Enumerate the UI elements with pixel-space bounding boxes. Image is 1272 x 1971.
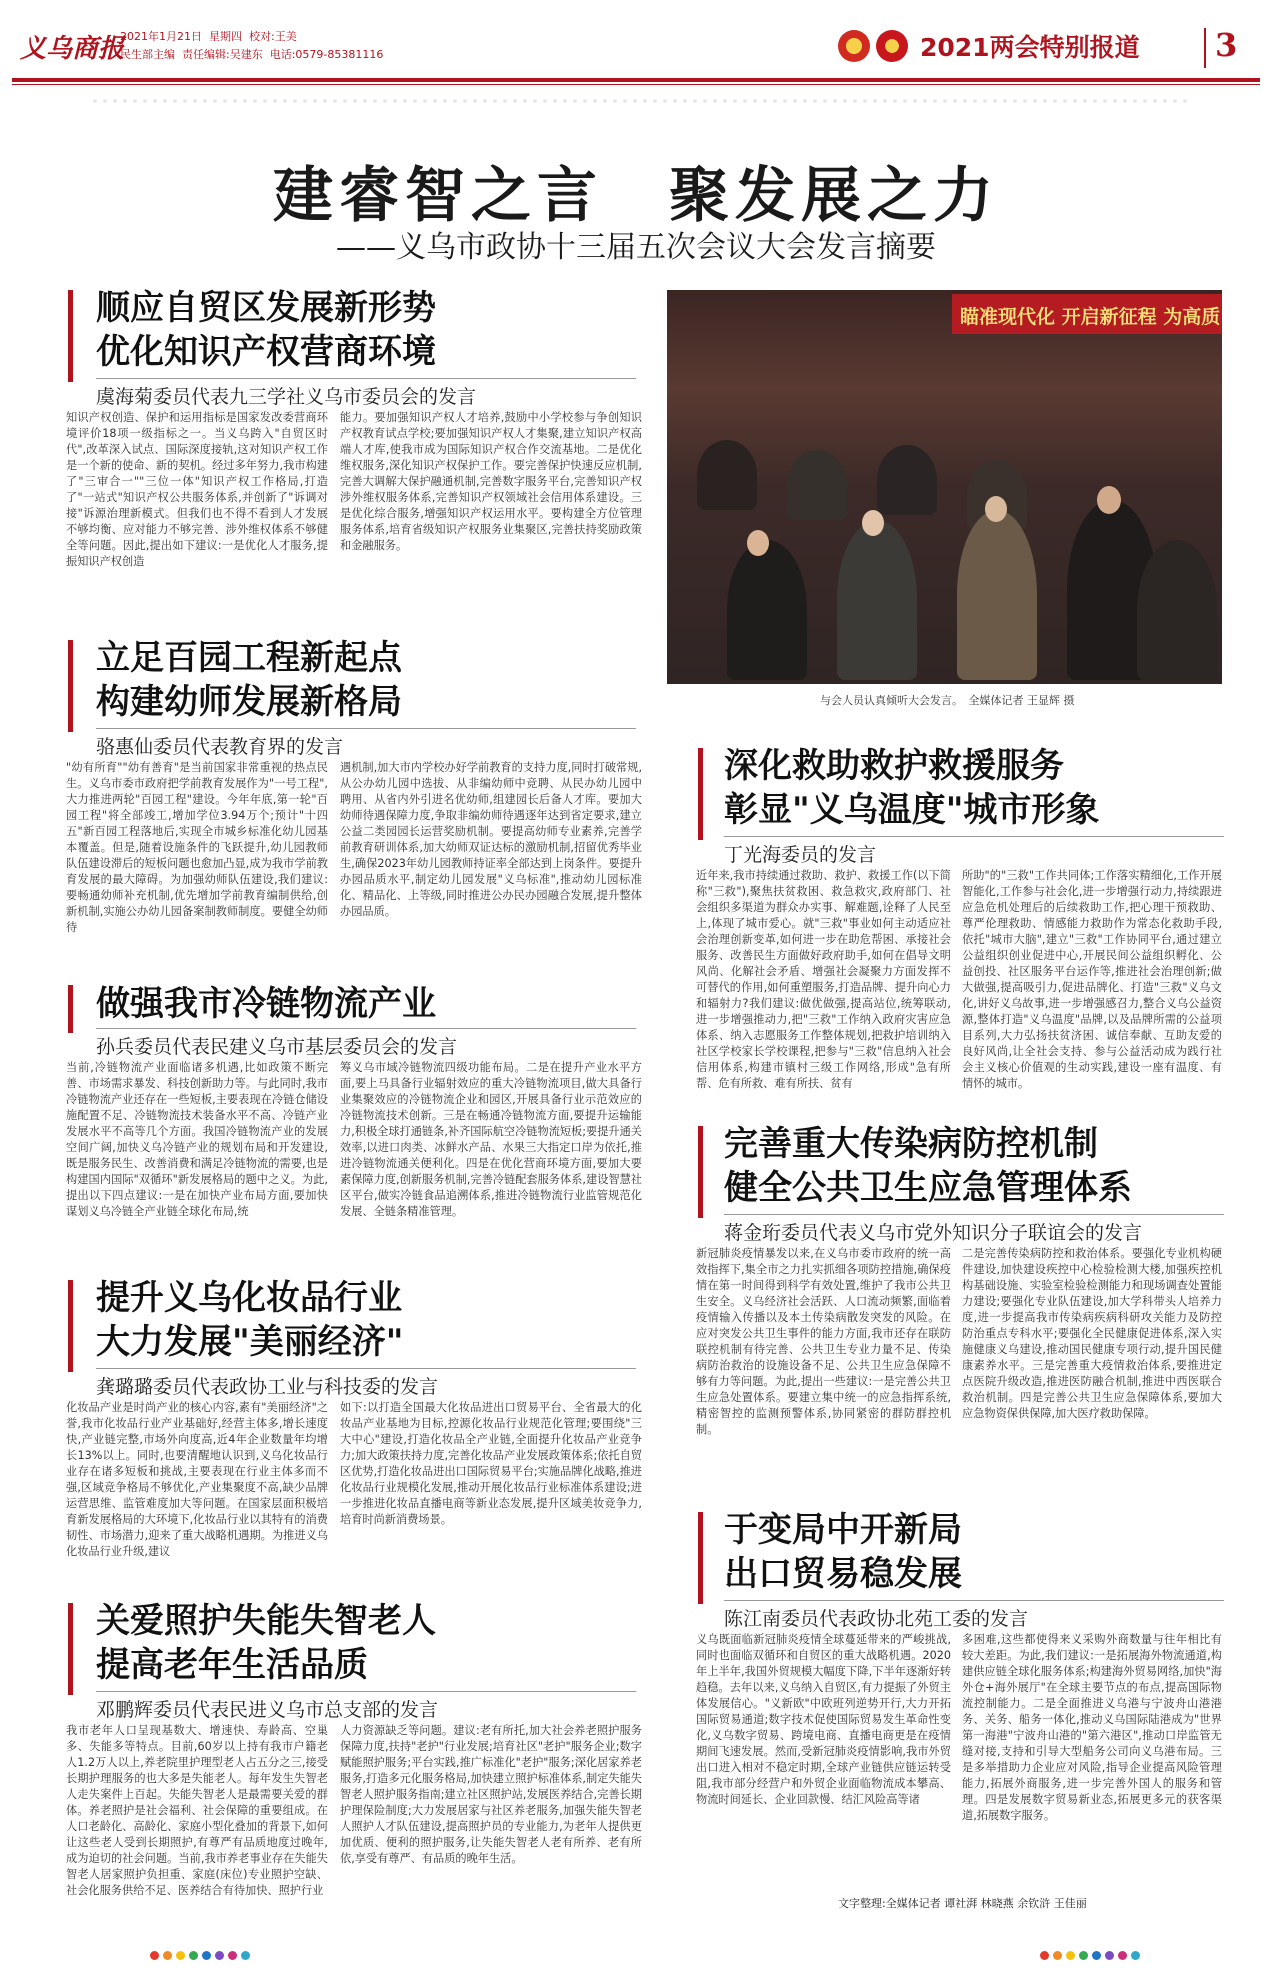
section-marker bbox=[68, 290, 73, 382]
dept-editor: 民生部主编 bbox=[120, 48, 175, 61]
footer-dot bbox=[1092, 1951, 1101, 1960]
footer-dot bbox=[1131, 1951, 1140, 1960]
section-marker bbox=[698, 1126, 703, 1218]
footer-dot bbox=[163, 1951, 172, 1960]
section-marker bbox=[68, 985, 73, 1033]
section-6-byline: 丁光海委员的发言 bbox=[724, 836, 1224, 867]
section-6-title-line2: 彰显"义乌温度"城市形象 bbox=[724, 790, 1100, 830]
text-credits: 文字整理:全媒体记者 谭社湃 林晓燕 余钦浒 王佳丽 bbox=[838, 1897, 1087, 1910]
paper-name: 义乌商报 bbox=[20, 34, 125, 64]
page-separator bbox=[1204, 28, 1206, 68]
section-4-title-line1: 提升义乌化妆品行业 bbox=[96, 1278, 402, 1318]
footer-dot bbox=[150, 1951, 159, 1960]
meeting-photo bbox=[667, 290, 1222, 684]
main-subtitle: ——义乌市政协十三届五次会议大会发言摘要 bbox=[336, 230, 936, 265]
special-report-title: 2021两会特别报道 bbox=[920, 33, 1140, 62]
issue-weekday: 星期四 bbox=[209, 30, 242, 43]
footer-dot bbox=[1118, 1951, 1127, 1960]
phone: 电话:0579-85381116 bbox=[269, 48, 384, 61]
header-rule bbox=[12, 78, 1260, 82]
section-4-column-1: 化妆品产业是时尚产业的核心内容,素有"美丽经济"之誉,我市化妆品行业产业基础好,经营主体多,增长速度快,产业链完整,市场外向度高,近4年企业数量年均增长13%以上。同时,也要清醒地认识到,义乌化妆品行业存在诸多短板和挑战,主要表现在行业主体多而不强,区域竞争格局不够优化,产业集聚度不高,缺少品牌运营思维、监管难度加大等问题。在国家层面积极培育新发展格局的大环境下,化妆品行业以其特有的消费韧性、市场潜力,迎来了重大战略机遇期。为推进义乌化妆品行业升级,建议 bbox=[66, 1401, 328, 1558]
section-1-byline: 虞海菊委员代表九三学社义乌市委员会的发言 bbox=[96, 378, 636, 409]
section-marker bbox=[68, 1280, 73, 1372]
section-marker bbox=[698, 1512, 703, 1604]
section-8-title-line2: 出口贸易稳发展 bbox=[724, 1554, 962, 1594]
section-5-column-2: 人力资源缺乏等问题。建议:老有所托,加大社会养老照护服务保障力度,扶持"老护"行业发展;培育社区"老护"服务企业;数字赋能照护服务;平台实践,推广标准化"老护"服务;深化居家养老服务,打造多元化服务格局,加快建立照护标准体系,制定失能失智老人照护服务指南;建立社区照护站,发展医养结合,完善长期护理保险制度;大力发展居家与社区养老服务,加强失能失智老人照护人才队伍建设,提高照护员的专业能力,为老年人提供更加优质、便利的照护服务,让失能失智老人老有所养、老有所依,享受有尊严、有品质的晚年生活。 bbox=[340, 1724, 642, 1865]
section-marker bbox=[698, 748, 703, 840]
section-2-byline: 骆惠仙委员代表教育界的发言 bbox=[96, 728, 636, 759]
section-5-byline: 邓鹏辉委员代表民进义乌市总支部的发言 bbox=[96, 1691, 636, 1722]
section-marker bbox=[68, 1603, 73, 1695]
section-2-title-line2: 构建幼师发展新格局 bbox=[96, 682, 402, 722]
footer-dot bbox=[1079, 1951, 1088, 1960]
section-2-column-1: "幼有所育""幼有善育"是当前国家非常重视的热点民生。义乌市委市政府把学前教育发展作为"一号工程",大力推进两轮"百园工程"建设。今年年底,第一轮"百园工程"将全部竣工,增加学位3.94万个;预计"十四五"新百园工程落地后,实现全市城乡标准化幼儿园基本覆盖。但是,随着设施条件的飞跃提升,幼儿园教师队伍建设滞后的短板问题也愈加凸显,成为我市学前教育发展的最大障碍。为加强幼师队伍建设,我们建议:要畅通幼师补充机制,优先增加学前教育编制供给,创新机制,实施公办幼儿园备案制教师制度。要健全幼师待 bbox=[66, 761, 328, 934]
photo-caption: 与会人员认真倾听大会发言。 全媒体记者 王显辉 摄 bbox=[820, 694, 1075, 707]
footer-dot bbox=[228, 1951, 237, 1960]
section-3-column-1: 当前,冷链物流产业面临诸多机遇,比如政策不断完善、市场需求暴发、科技创新助力等。与此同时,我市冷链物流产业还存在一些短板,主要表现在冷链仓储设施配置不足、冷链物流技术装备水平不高、冷链产业发展水平不高等几个方面。我国冷链物流产业的发展空间广阔,加快义乌冷链产业的规划布局和开发建设,既是服务民生、改善消费和满足冷链物流的需要,也是构建国内国际"双循环"新发展格局的题中之义。为此,提出以下四点建议:一是在加快产业布局方面,要加快谋划义乌冷链全产业链全球化布局,统 bbox=[66, 1061, 328, 1218]
section-7-byline: 蒋金珩委员代表义乌市党外知识分子联谊会的发言 bbox=[724, 1214, 1224, 1245]
section-1-title-line2: 优化知识产权营商环境 bbox=[96, 332, 436, 372]
national-emblem-icon bbox=[838, 30, 870, 62]
issue-date: 2021年1月21日 bbox=[120, 30, 202, 43]
section-marker bbox=[68, 640, 73, 732]
section-8-byline: 陈江南委员代表政协北苑工委的发言 bbox=[724, 1600, 1224, 1631]
footer-dot bbox=[189, 1951, 198, 1960]
footer-dot bbox=[202, 1951, 211, 1960]
footer-dot bbox=[1105, 1951, 1114, 1960]
main-title: 建睿智之言 聚发展之力 bbox=[273, 161, 999, 231]
section-8-column-2: 多困难,这些都使得来义采购外商数量与往年相比有较大差距。为此,我们建议:一是拓展海外物流通道,构建供应链全球化服务体系;构建海外贸易网络,加快"海外仓+海外展厅"在全球主要节点的布点,提高国际物流控制能力。二是全面推进义乌港与宁波舟山港港务、关务、船务一体化,推动义乌国际陆港成为"世界第一海港"宁波舟山港的"第六港区",推动口岸监管无缝对接,支持和引导大型船务公司向义乌港布局。三是多举措助力企业应对风险,指导企业提高风险管理能力,拓展外商服务,进一步完善外国人的服务和管理。四是发展数字贸易新业态,拓展更多元的获客渠道,拓展数字服务。 bbox=[962, 1633, 1222, 1822]
section-8-title-line1: 于变局中开新局 bbox=[724, 1510, 962, 1550]
section-3-title: 做强我市冷链物流产业 bbox=[96, 984, 436, 1024]
section-5-column-1: 我市老年人口呈现基数大、增速快、寿龄高、空巢多、失能多等特点。目前,60岁以上持有我市户籍老人1.2万人以上,养老院里护理型老人占五分之三,接受长期护理服务的也大多是失能老人。每年发生失智老人走失案件上百起。失能失智老人是最需要关爱的群体。养老照护是社会福利、社会保障的重要组成。在人口老龄化、高龄化、家庭小型化叠加的背景下,如何让这些老人受到长期照护,有尊严有品质地度过晚年,成为迫切的社会问题。当前,我市养老事业存在失能失智老人居家照护负担重、家庭(床位)专业照护空缺、社会化服务供给不足、医养结合有待加快、照护行业 bbox=[66, 1724, 328, 1897]
dotted-divider bbox=[90, 98, 1190, 104]
footer-dot bbox=[241, 1951, 250, 1960]
section-6-column-1: 近年来,我市持续通过救助、救护、救援工作(以下简称"三救"),聚焦扶贫救困、救急救灾,政府部门、社会组织多渠道为群众办实事、解难题,诠释了人民至上,体现了城市爱心。就"三救"事业如何主动适应社会治理创新变革,如何进一步在助危帮困、承接社会服务、改善民生方面做好政府助手,如何在倡导文明风尚、化解社会矛盾、增强社会凝聚力方面发挥不可替代的作用,如何重塑服务,打造品牌、提升向心力和辐射力?我们建议:做优做强,提高站位,统筹联动,进一步增强推动力,把"三救"工作纳入政府灾害应急体系、纳入志愿服务工作整体规划,把救护培训纳入社区学校家长学校课程,把参与"三救"信息纳入社会信用体系,构建市镇村三级工作网络,形成"急有所帮、危有所救、难有所扶、贫有 bbox=[696, 869, 951, 1090]
section-3-byline: 孙兵委员代表民建义乌市基层委员会的发言 bbox=[96, 1028, 636, 1059]
footer-dot bbox=[1053, 1951, 1062, 1960]
footer-dot bbox=[1040, 1951, 1049, 1960]
section-2-column-2: 遇机制,加大市内学校办好学前教育的支持力度,同时打破常规,从公办幼儿园中选拔、从非编幼师中竞聘、从民办幼儿园中聘用、从省内外引进名优幼师,组建园长后备人才库。要加大幼师待遇保障力度,争取非编幼师待遇逐年达到省定要求,建立公益二类园园长运营奖励机制。要提高幼师专业素养,完善学前教育研训体系,加大幼师双证达标的激励机制,招留优秀毕业生,确保2023年幼儿园教师持证率全部达到上岗条件。要提升办园品质水平,制定幼儿园发展"义乌标准",推动幼儿园标准化、精品化、上等级,同时推进公办民办园融合发展,提升整体办园品质。 bbox=[340, 761, 642, 918]
section-6-column-2: 所助"的"三救"工作共同体;工作落实精细化,工作开展智能化,工作参与社会化,进一步增强行动力,持续跟进应急危机处理后的后续救助工作,把心理干预救助、尊严伦理救助、情感能力救助作为常态化救助手段,依托"城市大脑",建立"三救"工作协同平台,通过建立公益组织创业促进中心,开展民间公益组织孵化、公益创投、社区服务平台运作等,推进社会治理创新;做大做强,提高吸引力,促进品牌化、打造"三救"义乌文化,讲好义乌故事,进一步增强感召力,整合义乌公益资源,整体打造"义乌温度"品牌,以及品牌所需的公益项目系列,大力弘扬扶贫济困、诚信奉献、互助友爱的良好风尚,让全社会支持、参与公益活动成为践行社会主义核心价值观的生动实践,建设一座有温度、有情怀的城市。 bbox=[962, 869, 1222, 1090]
section-3-column-2: 筹义乌市域冷链物流四级功能布局。二是在提升产业水平方面,要上马具备行业辐射效应的重大冷链物流项目,做大具备行业集聚效应的冷链物流企业和园区,开展具备行业示范效应的冷链物流技术创新。三是在畅通冷链物流方面,要提升运输能力,积极全球打通链条,补齐国际航空冷链物流短板;要提升通关效率,以进口肉类、冰鲜水产品、水果三大指定口岸为依托,推进冷链物流通关便利化。四是在优化营商环境方面,要加大要素保障力度,创新服务机制,完善冷链配套服务体系,建设智慧社区平台,做实冷链食品追溯体系,推进冷链物流行业监管规范化发展、全链条精准管理。 bbox=[340, 1061, 642, 1218]
proofreader: 校对:王美 bbox=[249, 30, 297, 43]
section-4-byline: 龚璐璐委员代表政协工业与科技委的发言 bbox=[96, 1368, 636, 1399]
section-8-column-1: 义乌既面临新冠肺炎疫情全球蔓延带来的严峻挑战,同时也面临双循环和自贸区的重大战略机遇。2020年上半年,我国外贸规模大幅度下降,下半年逐渐好转趋稳。去年以来,义乌纳入自贸区,有力提振了外贸主体发展信心。"义新欧"中欧班列逆势开行,大力开拓国际贸易通道;数字技术促使国际贸易发生革命性变化,义乌数字贸易、跨境电商、直播电商更是在疫情期间飞速发展。然而,受新冠肺炎疫情影响,我市外贸出口进入相对不稳定时期,全球产业链供应链运转受阻,我市部分经营户和外贸企业面临物流成本攀高、物流时间延长、企业回款慢、结汇风险高等诸 bbox=[696, 1633, 951, 1806]
footer-dot-row bbox=[0, 1948, 1272, 1964]
section-5-title-line2: 提高老年生活品质 bbox=[96, 1645, 368, 1685]
section-1-column-1: 知识产权创造、保护和运用指标是国家发改委营商环境评价18项一级指标之一。当义乌跨入"自贸区时代",改革深入试点、国际深度接轨,这对知识产权工作是一个新的使命、新的契机。经过多年努力,我市构建了"三审合一""三位一体"知识产权工作格局,打造了"一站式"知识产权公共服务体系,并创新了"诉调对接"诉源治理新模式。但我们也不得不看到人才发展不够均衡、应对能力不够完善、涉外维权体系不够健全等问题。因此,提出如下建议:一是优化人才服务,提振知识产权创造 bbox=[66, 411, 328, 568]
section-1-title-line1: 顺应自贸区发展新形势 bbox=[96, 288, 436, 328]
footer-dot bbox=[1066, 1951, 1075, 1960]
cppcc-emblem-icon bbox=[876, 30, 908, 62]
section-1-column-2: 能力。要加强知识产权人才培养,鼓励中小学校参与争创知识产权教育试点学校;要加强知识产权人才集聚,建立知识产权高端人才库,使我市成为国际知识产权合作交流基地。二是优化维权服务,深化知识产权保护工作。要完善保护快速反应机制,完善大调解大保护融通机制,完善数字服务平台,完善知识产权涉外维权服务体系,完善知识产权领域社会信用体系建设。三是优化综合服务,增强知识产权运用水平。要构建全方位管理服务体系,培育省级知识产权服务业集聚区,完善扶持奖励政策和金融服务。 bbox=[340, 411, 642, 552]
footer-dot bbox=[215, 1951, 224, 1960]
section-7-title-line1: 完善重大传染病防控机制 bbox=[724, 1124, 1098, 1164]
page-number: 3 bbox=[1215, 26, 1238, 64]
meeting-banner: 瞄准现代化 开启新征程 为高质 bbox=[952, 294, 1222, 334]
editor-line bbox=[120, 46, 383, 62]
section-2-title-line1: 立足百园工程新起点 bbox=[96, 638, 402, 678]
section-7-column-1: 新冠肺炎疫情暴发以来,在义乌市委市政府的统一高效指挥下,集全市之力扎实抓细各项防控措施,确保疫情在第一时间得到科学有效处置,维护了我市公共卫生安全。义乌经济社会活跃、人口流动频繁,面临着疫情输入传播以及本土传染病散发突发的风险。在应对突发公共卫生事件的能力方面,我市还存在联防联控机制有待完善、公共卫生专业力量不足、传染病防治救治的设施设备不足、公共卫生应急保障不够有力等问题。为此,提出一些建议:一是完善公共卫生应急处置体系。要建立集中统一的应急指挥系统,精密智控的监测预警体系,协同紧密的群防群控机制。 bbox=[696, 1247, 951, 1436]
header-rule-thin bbox=[12, 84, 1260, 85]
section-5-title-line1: 关爱照护失能失智老人 bbox=[96, 1601, 436, 1641]
footer-dot bbox=[176, 1951, 185, 1960]
section-6-title-line1: 深化救助救护救援服务 bbox=[724, 746, 1064, 786]
duty-editor: 责任编辑:吴建东 bbox=[182, 48, 263, 61]
section-7-title-line2: 健全公共卫生应急管理体系 bbox=[724, 1168, 1132, 1208]
section-4-title-line2: 大力发展"美丽经济" bbox=[96, 1322, 404, 1362]
section-4-column-2: 如下:以打造全国最大化妆品进出口贸易平台、全省最大的化妆品产业基地为目标,控源化妆品行业规范化管理;要围绕"三大中心"建设,打造化妆品全产业链,全面提升化妆品产业竞争力;加大政策扶持力度,完善化妆品产业发展政策体系;依托自贸区优势,打造化妆品进出口国际贸易平台;实施品牌化战略,推进化妆品行业规模化发展,推动开展化妆品行业标准体系建设;进一步推进化妆品直播电商等新业态发展,提升区域美妆竞争力,培育时尚新消费场景。 bbox=[340, 1401, 642, 1526]
issue-date-line bbox=[120, 28, 297, 44]
section-7-column-2: 二是完善传染病防控和救治体系。要强化专业机构硬件建设,加快建设疾控中心检验检测大楼,加强疾控机构基础设施、实验室检验检测能力和现场调查处置能力建设;要强化专业队伍建设,加大学科带头人培养力度,进一步提高我市传染病疾病科研攻关能力及防控防治重点专科水平;要强化全民健康促进体系,深入实施健康义乌建设,推动国民健康专项行动,提升国民健康素养水平。三是完善重大疫情救治体系,要推进定点医院升级改造,推进医防融合机制,推进中西医联合救治机制。四是完善公共卫生应急保障体系,要加大应急物资保供保障,加大医疗救助保障。 bbox=[962, 1247, 1222, 1420]
